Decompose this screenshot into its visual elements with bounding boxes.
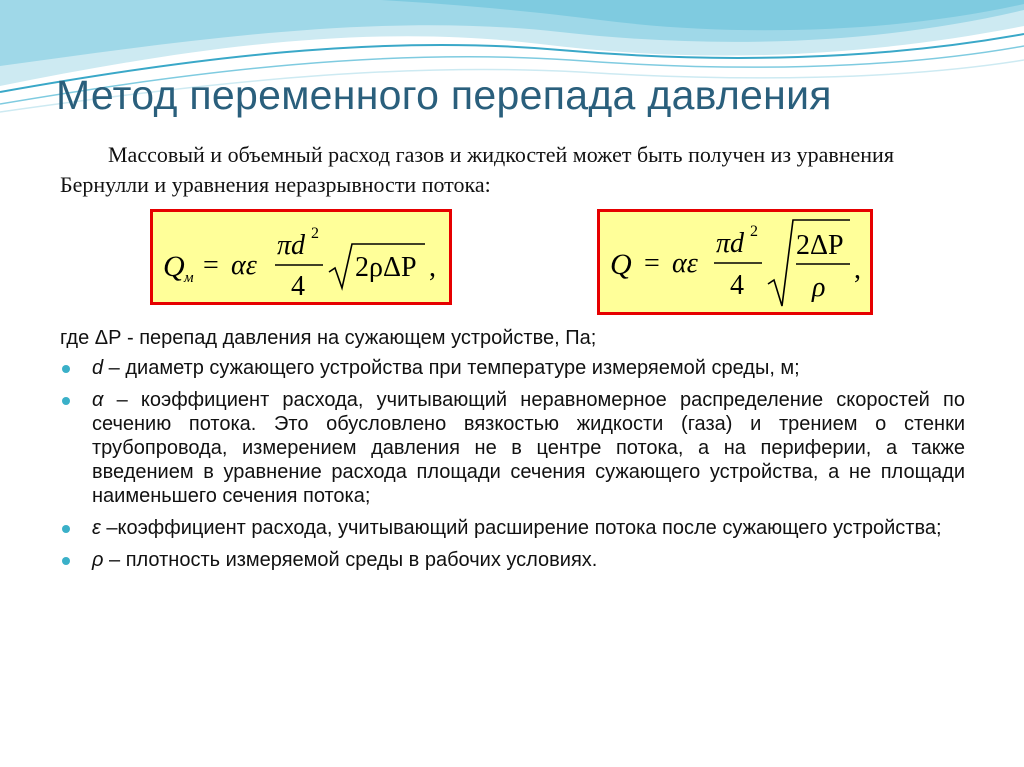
bullet-dot-icon <box>62 365 70 373</box>
formula-coef: αε <box>672 248 698 279</box>
mass-flow-formula-box <box>150 209 452 305</box>
definition-item-alpha <box>60 388 965 508</box>
definition-text: – плотность измеряемой среды в рабочих условиях. <box>103 549 598 571</box>
definition-symbol: ρ <box>92 549 104 571</box>
definition-symbol: ε <box>92 517 101 539</box>
definition-symbol: α <box>92 389 104 411</box>
formula-denominator: 4 <box>291 271 305 302</box>
slide-title: Метод переменного перепада давления <box>56 72 832 118</box>
definition-text: –коэффициент расхода, учитывающий расширение потока после сужающего устройства; <box>100 517 942 539</box>
formula-end: , <box>429 252 436 283</box>
formula-numerator: πd <box>277 230 306 261</box>
formula-end: , <box>854 254 861 285</box>
definition-item-epsilon <box>60 516 965 540</box>
formula-numerator: πd <box>716 228 745 259</box>
bullet-dot-icon <box>62 557 70 565</box>
definition-symbol: d <box>92 357 104 379</box>
intro-paragraph: Массовый и объемный расход газов и жидкостей может быть получен из уравнения Бернулли и уравнения неразрывности потока: <box>60 142 894 197</box>
formula-lhs-subscript: м <box>184 270 194 286</box>
formula-denominator: 4 <box>730 270 744 301</box>
formula-numerator-exponent: 2 <box>311 225 319 242</box>
formula-root-numerator: 2ΔP <box>796 230 844 261</box>
volume-flow-formula-box <box>597 209 873 315</box>
definitions-list <box>60 356 965 580</box>
mass-flow-formula <box>153 212 449 302</box>
bullet-dot-icon <box>62 525 70 533</box>
bullet-dot-icon <box>62 397 70 405</box>
formula-equals: = <box>644 248 660 279</box>
formula-root-content: 2ρΔP <box>355 252 417 283</box>
formula-lhs-q: Q <box>610 248 632 281</box>
formula-equals: = <box>203 250 219 281</box>
definition-text: – диаметр сужающего устройства при температуре измеряемой среды, м; <box>103 357 800 379</box>
formula-numerator-exponent: 2 <box>750 223 758 240</box>
definition-text: – коэффициент расхода, учитывающий неравномерное распределение скоростей по сечению потока. Это обусловлено вязкостью жидкости (газа) и трением о стенки трубопровода, измерением давления не в центре потока, а на периферии, а также введением в уравнение расхода площади сечения сужающего устройства, а не площади наименьшего сечения потока; <box>92 389 965 507</box>
formula-coef: αε <box>231 250 257 281</box>
definition-item-rho <box>60 548 965 572</box>
formula-root-denominator: ρ <box>812 272 826 303</box>
definition-item-d <box>60 356 965 380</box>
volume-flow-formula <box>600 212 870 312</box>
where-line: где ΔР - перепад давления на сужающем устройстве, Па; <box>60 327 597 349</box>
formula-lhs-q: Q <box>163 250 185 283</box>
